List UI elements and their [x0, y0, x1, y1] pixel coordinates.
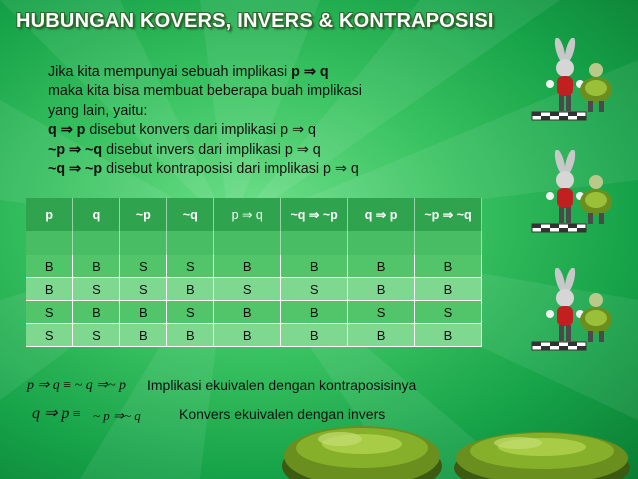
table-cell: B: [214, 324, 281, 347]
table-row: [26, 255, 482, 278]
table-cell: B: [281, 255, 348, 278]
table-cell: B: [120, 324, 167, 347]
rabbit-and-turtle-icon: [526, 150, 618, 240]
table-cell: S: [26, 301, 73, 324]
table-cell: B: [415, 278, 482, 301]
table-cell: B: [348, 324, 415, 347]
table-cell: B: [348, 255, 415, 278]
table-row: [26, 324, 482, 347]
equivalence-formula-2-rhs: ~ p ⇒~ q: [93, 408, 141, 423]
table-cell: S: [415, 301, 482, 324]
table-cell: S: [214, 278, 281, 301]
table-cell: B: [120, 301, 167, 324]
table-cell: S: [73, 278, 120, 301]
column-header: ~p: [120, 198, 167, 231]
definition-kontraposisi: ~q ⇒ ~p disebut kontraposisi dari implikasi p ⇒ q: [48, 161, 359, 178]
implication-expression: p ⇒ q: [291, 64, 329, 80]
table-cell: B: [73, 301, 120, 324]
intro-line-3: yang lain, yaitu:: [48, 102, 148, 119]
equivalence-formula-1: p ⇒ q ≡ ~ q ⇒~ p: [27, 378, 127, 393]
table-cell: S: [120, 278, 167, 301]
truth-table: [26, 198, 482, 347]
page-title: HUBUNGAN KOVERS, INVERS & KONTRAPOSISI: [16, 10, 494, 32]
table-header-row: [26, 198, 482, 231]
column-header: ~q: [167, 198, 214, 231]
table-cell: S: [73, 324, 120, 347]
table-cell: B: [167, 324, 214, 347]
table-cell: B: [415, 324, 482, 347]
column-header: ~q ⇒ ~p: [281, 198, 348, 231]
table-cell: S: [281, 278, 348, 301]
table-cell: S: [26, 324, 73, 347]
table-cell: B: [73, 255, 120, 278]
table-cell: B: [348, 278, 415, 301]
column-header: p ⇒ q: [214, 198, 281, 231]
equivalence-text-2: Konvers ekuivalen dengan invers: [179, 406, 386, 422]
column-header: p: [26, 198, 73, 231]
table-cell: S: [348, 301, 415, 324]
table-row: [26, 278, 482, 301]
intro-text: [48, 63, 488, 179]
definition-konvers: q ⇒ p disebut konvers dari implikasi p ⇒ q: [48, 122, 316, 139]
table-cell: B: [281, 301, 348, 324]
table-cell: B: [167, 278, 214, 301]
column-header: q ⇒ p: [348, 198, 415, 231]
table-row: [26, 301, 482, 324]
table-cell: B: [281, 324, 348, 347]
column-header: ~p ⇒ ~q: [415, 198, 482, 231]
column-header: q: [73, 198, 120, 231]
equivalence-formula-2-lhs: q ⇒ p ≡: [32, 405, 81, 422]
table-cell: B: [26, 278, 73, 301]
table-cell: B: [214, 301, 281, 324]
table-cell: B: [214, 255, 281, 278]
rabbit-and-turtle-icon: [526, 268, 618, 358]
table-cell: B: [26, 255, 73, 278]
table-cell: S: [120, 255, 167, 278]
equivalence-text-1: Implikasi ekuivalen dengan kontraposisinya: [147, 377, 417, 393]
table-cell: S: [167, 255, 214, 278]
intro-line-1: Jika kita mempunyai sebuah implikasi p ⇒ q: [48, 64, 329, 80]
definition-invers: ~p ⇒ ~q disebut invers dari implikasi p ⇒ q: [48, 141, 321, 158]
table-spacer-row: [26, 231, 482, 255]
rabbit-and-turtle-icon: [526, 38, 618, 128]
intro-line-2: maka kita bisa membuat beberapa buah implikasi: [48, 83, 362, 100]
table-cell: S: [167, 301, 214, 324]
table-cell: B: [415, 255, 482, 278]
